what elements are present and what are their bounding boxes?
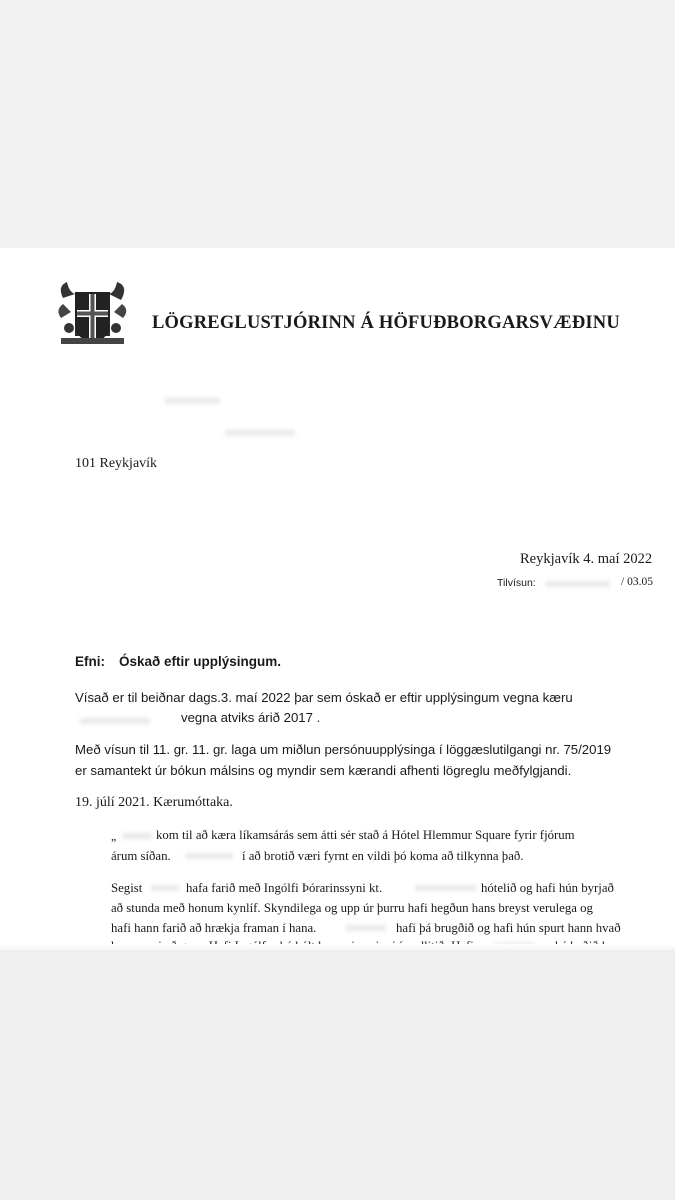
quote-1-line-2a: árum síðan.: [111, 849, 171, 863]
redacted-name: [80, 718, 150, 724]
entry-heading: 19. júlí 2021. Kærumóttaka.: [75, 795, 233, 810]
quote-2-line-3b: hafi þá brugðið og hafi hún spurt hann hvað: [396, 921, 621, 935]
redacted-name: [346, 925, 386, 931]
organization-heading: LÖGREGLUSTJÓRINN Á HÖFUÐBORGARSVÆÐINU: [152, 313, 620, 333]
redacted-id-number: [415, 885, 477, 891]
redacted-address-line: [225, 430, 295, 436]
redacted-name: [185, 853, 233, 859]
blank-top-area: [0, 0, 675, 248]
quote-2-line-2: að stunda með honum kynlíf. Skyndilega og upp úr þurru hafi hegðun hans breyst verulega og: [111, 901, 593, 915]
subject-text: Óskað eftir upplýsingum.: [119, 654, 282, 669]
reference-suffix: / 03.05: [621, 576, 653, 588]
blank-bottom-area: [0, 950, 675, 1200]
paragraph-1-line-2: vegna atviks árið 2017 .: [181, 710, 321, 725]
coat-of-arms-icon: [55, 278, 130, 348]
redacted-address-line: [165, 398, 220, 404]
reference-label: Tilvísun:: [497, 577, 536, 589]
recipient-city: 101 Reykjavík: [75, 456, 158, 471]
redacted-reference: [545, 581, 610, 587]
paragraph-1-line-1: Vísað er til beiðnar dags.3. maí 2022 þar sem óskað er eftir upplýsingum vegna kæru: [75, 690, 573, 705]
redacted-name: [122, 833, 152, 839]
subject-label: Efni:: [75, 654, 105, 669]
redacted-name: [151, 885, 179, 891]
letter-document: [0, 248, 675, 950]
quote-2-line-1b: hótelið og hafi hún byrjað: [481, 881, 614, 895]
paragraph-2-line-1: Með vísun til 11. gr. 11. gr. laga um miðlun persónuupplýsinga í löggæslutilgangi nr. 75/2019: [75, 742, 612, 757]
paragraph-2-line-2: er samantekt úr bókun málsins og myndir sem kærandi afhenti lögreglu meðfylgjandi.: [75, 763, 572, 778]
quote-1-line-1: kom til að kæra líkamsárás sem átti sér stað á Hótel Hlemmur Square fyrir fjórum: [156, 828, 575, 842]
quote-2-word-segist: Segist: [111, 881, 143, 895]
quote-1-line-2b: í að brotið væri fyrnt en vildi þó koma að tilkynna það.: [242, 849, 524, 863]
quote-2-line-1a: hafa farið með Ingólfi Þórarinssyni kt.: [186, 881, 383, 895]
place-and-date: Reykjavík 4. maí 2022: [520, 551, 653, 567]
quote-2-line-3a: hafi hann farið að hrækja framan í hana.: [111, 921, 317, 935]
